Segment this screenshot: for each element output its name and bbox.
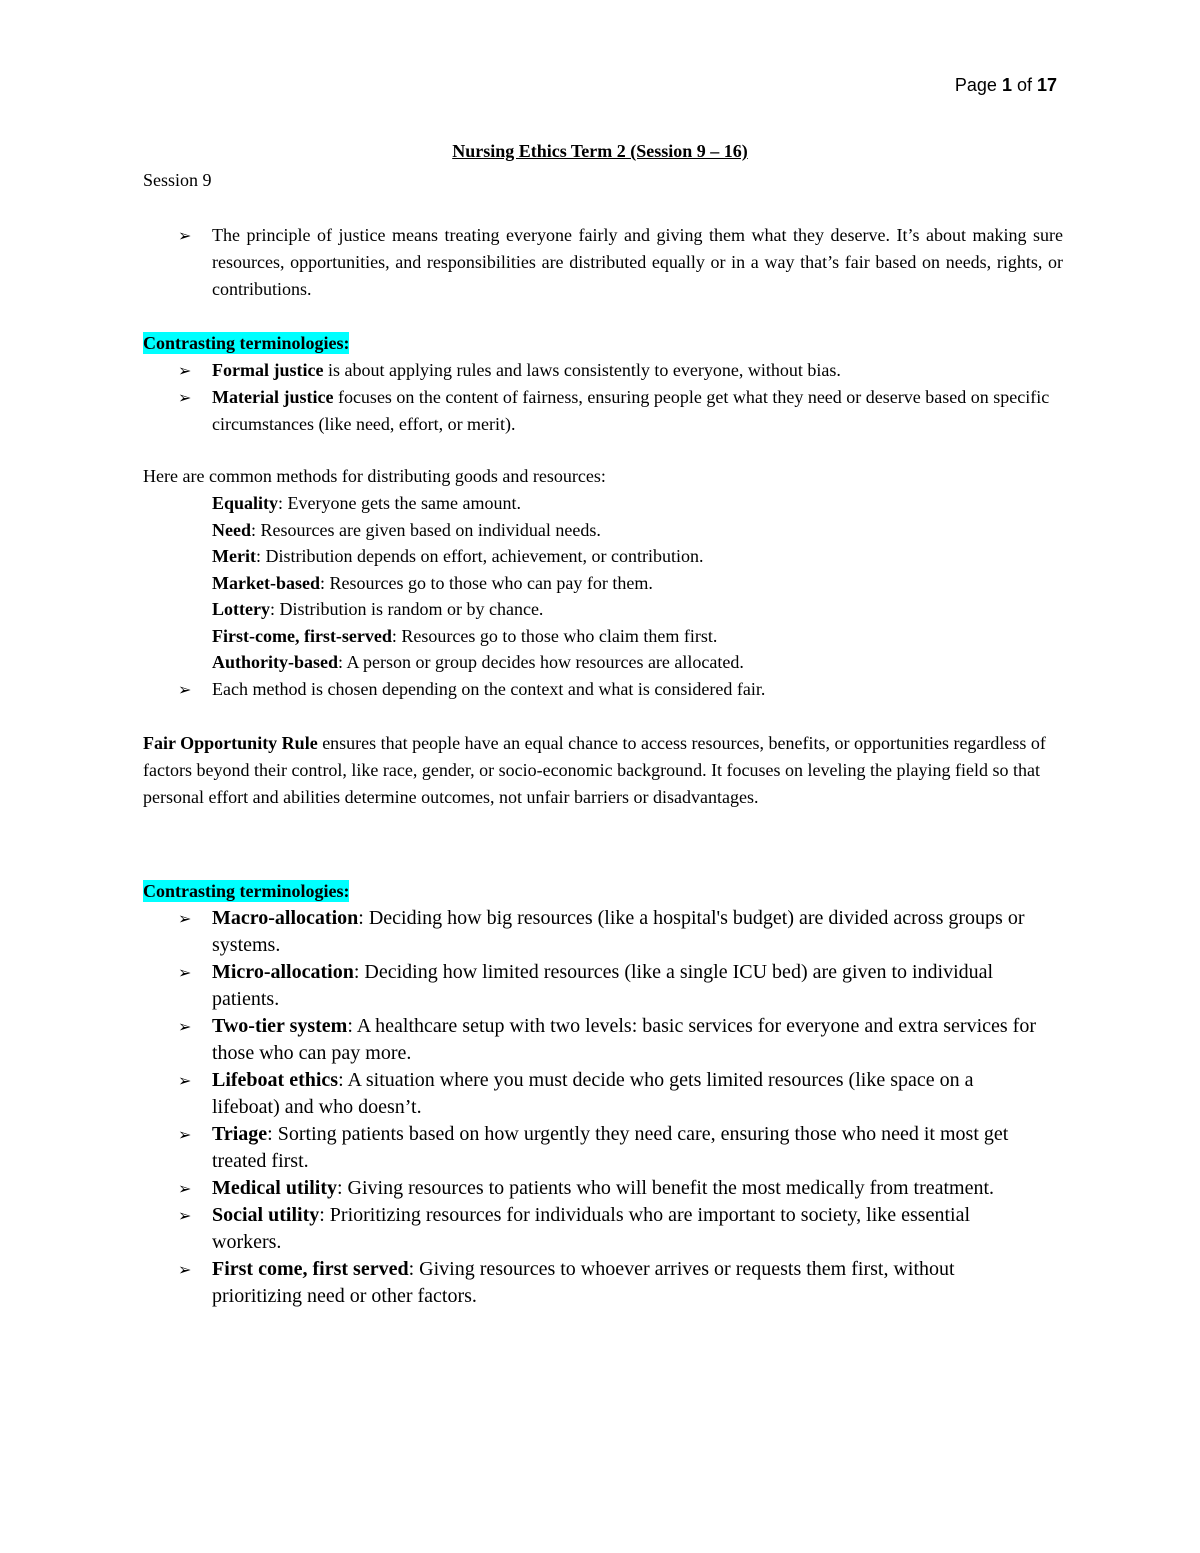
arrow-bullet-icon: ➢: [178, 226, 192, 245]
list-item: Equality: Everyone gets the same amount.: [212, 493, 521, 513]
term-label: Formal justice: [212, 360, 324, 380]
arrow-bullet-icon: ➢: [178, 1260, 192, 1279]
list-item: First-come, first-served: Resources go to those who claim them first.: [212, 625, 718, 646]
list-item: [143, 222, 1063, 303]
arrow-bullet-icon: ➢: [178, 1206, 192, 1225]
section-heading: Contrasting terminologies:: [143, 333, 350, 353]
methods-intro: Here are common methods for distributing goods and resources:: [143, 466, 606, 486]
arrow-bullet-icon: ➢: [178, 1179, 192, 1198]
arrow-bullet-icon: ➢: [178, 388, 192, 407]
page-number: Page 1 of 17: [954, 75, 1057, 95]
arrow-bullet-icon: ➢: [178, 1017, 192, 1036]
contrast-section-1: [143, 330, 1063, 438]
arrow-bullet-icon: ➢: [178, 1071, 192, 1090]
list-item: ➢ Material justice focuses on the content of fairness, ensuring people get what they need or deserve based on specific circumstances (like need, effort, or merit).: [143, 384, 1063, 438]
list-item: ➢ Lifeboat ethics: A situation where you must decide who gets limited resources (like space on a lifeboat) and who doesn’t.: [143, 1067, 1043, 1121]
list-item: Lottery: Distribution is random or by chance.: [212, 599, 544, 619]
list-item: ➢ Macro-allocation: Deciding how big resources (like a hospital's budget) are divided across groups or systems.: [143, 905, 1043, 959]
list-item: ➢ Each method is chosen depending on the context and what is considered fair.: [143, 676, 1063, 703]
term-label: Fair Opportunity Rule: [143, 733, 318, 753]
arrow-bullet-icon: ➢: [178, 361, 192, 380]
intro-section: [143, 222, 1063, 303]
arrow-bullet-icon: ➢: [178, 1125, 192, 1144]
methods-section: [143, 463, 1063, 703]
list-item: Authority-based: A person or group decides how resources are allocated.: [212, 652, 744, 672]
list-item: ➢ Formal justice is about applying rules and laws consistently to everyone, without bias.: [143, 357, 1063, 384]
list-item: ➢ Medical utility: Giving resources to patients who will benefit the most medically from treatment.: [143, 1175, 1043, 1202]
arrow-bullet-icon: ➢: [178, 963, 192, 982]
list-item: Need: Resources are given based on individual needs.: [212, 519, 601, 540]
section-heading: Contrasting terminologies:: [143, 881, 350, 901]
session-label: Session 9: [143, 170, 212, 190]
contrast-section-2: [143, 878, 1043, 1310]
document-title: Nursing Ethics Term 2 (Session 9 – 16): [452, 141, 748, 161]
list-item: ➢ Social utility: Prioritizing resources for individuals who are important to society, like essential workers.: [143, 1202, 1043, 1256]
arrow-bullet-icon: ➢: [178, 679, 192, 699]
list-item: Merit: Distribution depends on effort, achievement, or contribution.: [212, 546, 704, 566]
list-item: ➢ Triage: Sorting patients based on how urgently they need care, ensuring those who need it most get treated first.: [143, 1121, 1043, 1175]
list-item: ➢ Two-tier system: A healthcare setup with two levels: basic services for everyone and extra services for those who can pay more.: [143, 1013, 1043, 1067]
intro-text: The principle of justice means treating everyone fairly and giving them what they deserve. It’s about making sure resources, opportunities, and responsibilities are distributed equally or in a way that’s fair based on needs, rights, or contributions.: [212, 225, 1063, 299]
fair-opportunity-section: Fair Opportunity Rule ensures that people have an equal chance to access resources, benefits, or opportunities regardless of factors beyond their control, like race, gender, or socio-economic background. It focuses on leveling the playing field so that personal effort and abilities determine outcomes, not unfair barriers or disadvantages.: [143, 733, 1046, 807]
list-item: ➢ Micro-allocation: Deciding how limited resources (like a single ICU bed) are given to individual patients.: [143, 959, 1043, 1013]
list-item: ➢ First come, first served: Giving resources to whoever arrives or requests them first, without prioritizing need or other factors.: [143, 1256, 1043, 1310]
arrow-bullet-icon: ➢: [178, 909, 192, 928]
term-label: Material justice: [212, 387, 334, 407]
list-item: Market-based: Resources go to those who can pay for them.: [212, 572, 653, 593]
